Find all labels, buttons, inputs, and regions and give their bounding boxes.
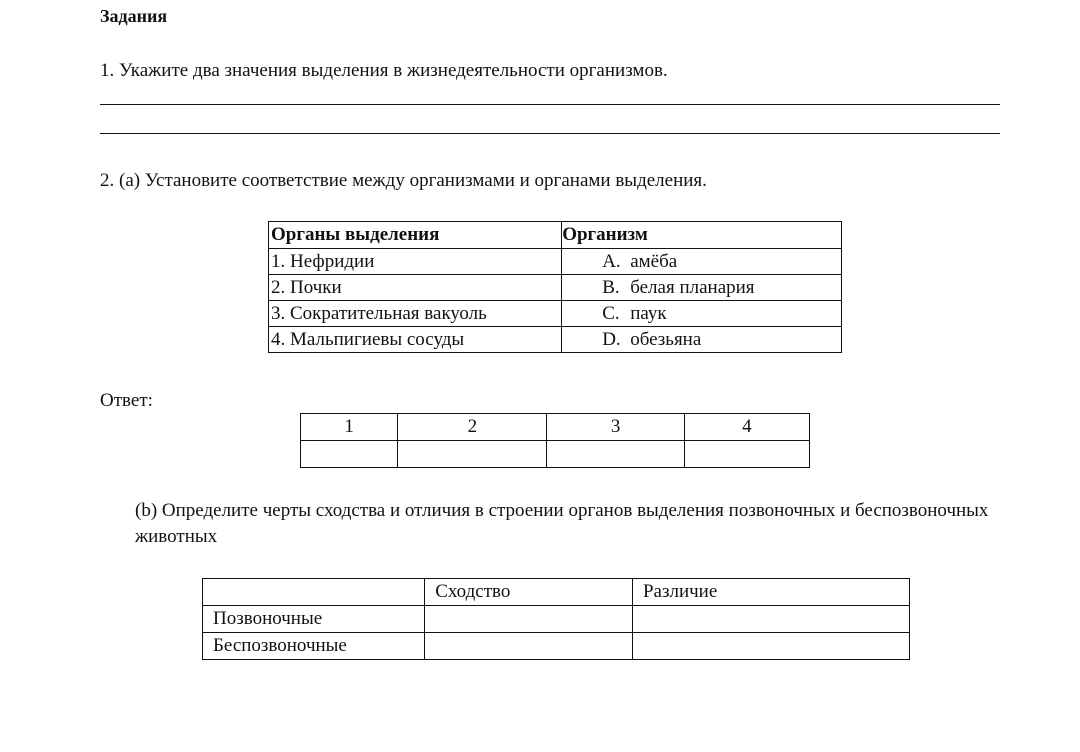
header-organs: Органы выделения [269,222,562,249]
task-1-text: 1. Укажите два значения выделения в жизнедеятельности организмов. [100,60,668,81]
answer-line-2[interactable] [100,133,1000,134]
organism-name: амёба [630,250,678,272]
answer-label: Ответ: [100,390,153,411]
answer-line-1[interactable] [100,104,1000,105]
row-label-invertebrates: Беспозвоночные [203,633,425,660]
matching-table [268,221,842,353]
organism-letter: D. [602,328,621,350]
answer-table [300,413,810,468]
matching-table-header [269,222,842,249]
organism-letter: A. [602,250,621,272]
organ-cell: 1. Нефридии [269,249,562,275]
task-2b-text: (b) Определите черты сходства и отличия в строении органов выделения позвоночных и беспозвоночных животных [135,500,989,547]
empty-corner-cell [203,579,425,606]
header-organism: Организм [562,222,842,249]
answer-input-4[interactable] [684,441,809,468]
table-row [269,301,842,327]
invertebrates-difference-input[interactable] [632,633,909,660]
answer-col-1: 1 [301,414,398,441]
table-row [203,633,910,660]
organ-cell: 2. Почки [269,275,562,301]
answer-col-3: 3 [547,414,684,441]
header-difference: Различие [632,579,909,606]
comparison-header-row [203,579,910,606]
organ-cell: 4. Мальпигиевы сосуды [269,327,562,353]
table-row [203,606,910,633]
answer-input-1[interactable] [301,441,398,468]
vertebrates-difference-input[interactable] [632,606,909,633]
answer-col-4: 4 [684,414,809,441]
header-similarity: Сходство [425,579,633,606]
answer-header-row [301,414,810,441]
vertebrates-similarity-input[interactable] [425,606,633,633]
row-label-vertebrates: Позвоночные [203,606,425,633]
comparison-table [202,578,910,660]
answer-input-row [301,441,810,468]
table-row [269,327,842,353]
answer-input-3[interactable] [547,441,684,468]
organism-letter: C. [602,302,620,324]
organism-cell [562,249,842,275]
organ-cell: 3. Сократительная вакуоль [269,301,562,327]
organism-name: паук [630,302,667,324]
invertebrates-similarity-input[interactable] [425,633,633,660]
organism-name: белая планария [630,276,755,298]
organism-name: обезьяна [630,328,702,350]
organism-letter: B. [602,276,620,298]
organism-cell [562,301,842,327]
page-title: Задания [100,6,168,26]
answer-col-2: 2 [398,414,547,441]
organism-cell [562,327,842,353]
task-2a-text: 2. (a) Установите соответствие между организмами и органами выделения. [100,170,707,191]
answer-input-2[interactable] [398,441,547,468]
table-row [269,275,842,301]
organism-cell [562,275,842,301]
table-row [269,249,842,275]
